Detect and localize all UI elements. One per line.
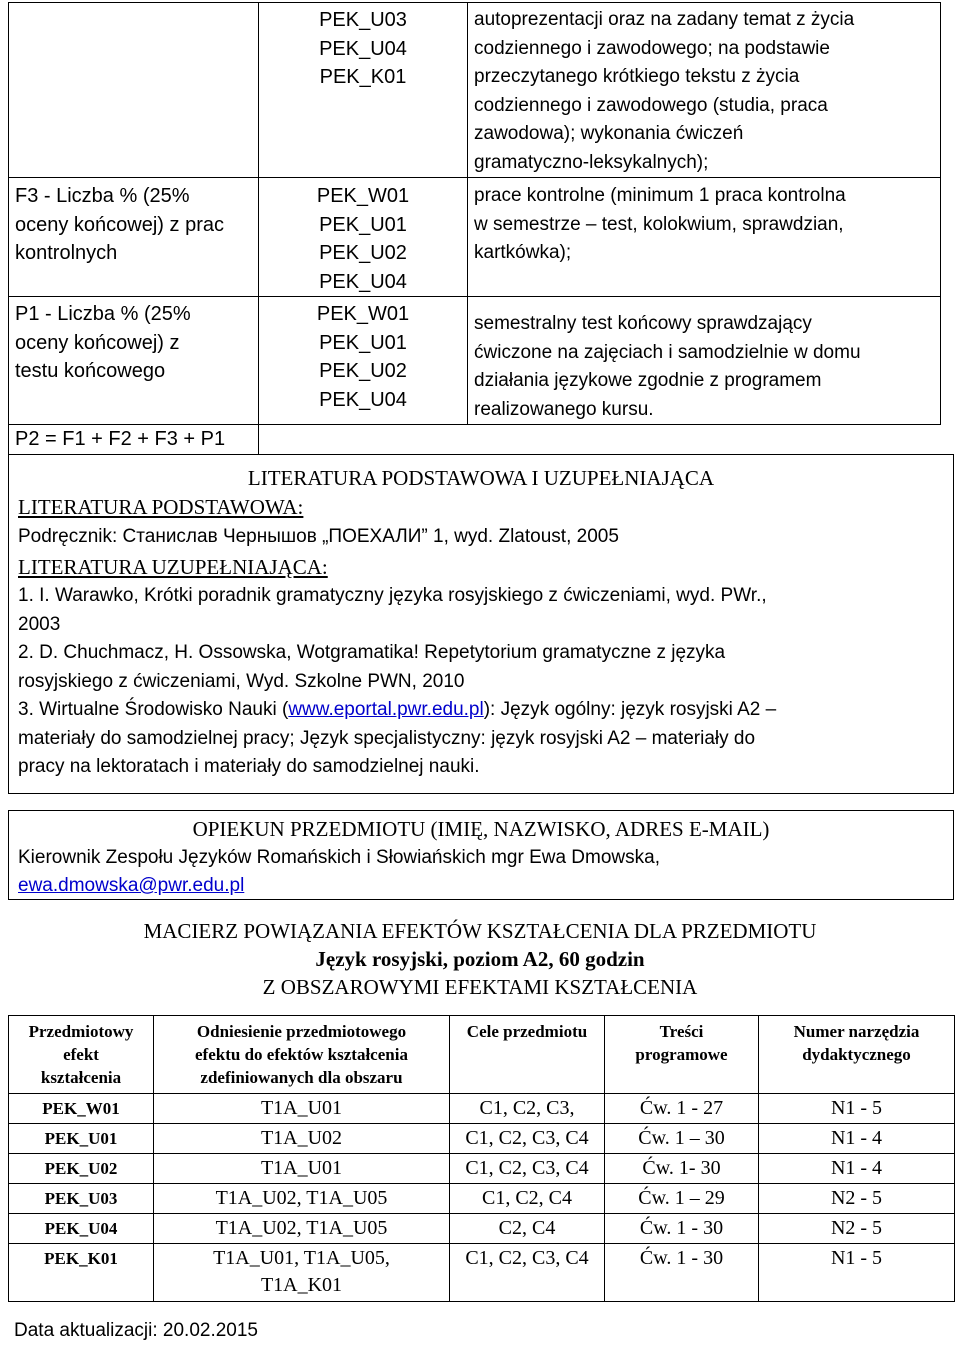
effect-code: PEK_W01 <box>316 185 410 207</box>
literature-line: pracy na lektoratach i materiały do samodzielnej nauki. <box>18 756 480 777</box>
effects-cell <box>259 178 468 297</box>
goals-cell: C2, C4 <box>450 1214 605 1244</box>
matrix-row <box>9 1184 955 1214</box>
update-date: Data aktualizacji: 20.02.2015 <box>14 1320 258 1341</box>
desc-line: autoprezentacji oraz na zadany temat z życia <box>474 9 855 30</box>
tool-cell: N2 - 5 <box>759 1214 955 1244</box>
matrix-row <box>9 1124 955 1154</box>
literature-line: 2003 <box>18 613 61 635</box>
reference-line: T1A_U01, T1A_U05, <box>213 1247 390 1269</box>
form-label-line: P1 - Liczba % (25% <box>15 303 191 325</box>
content-cell: Ćw. 1- 30 <box>605 1154 759 1184</box>
effect-code: PEK_U04 <box>319 270 407 293</box>
description-cell <box>468 3 941 178</box>
header-line: Przedmiotowy <box>28 1022 134 1041</box>
header-content <box>605 1016 759 1094</box>
effect-code: PEK_U02 <box>319 242 407 264</box>
matrix-title-line-3: Z OBSZAROWYMI EFEKTAMI KSZTAŁCENIA <box>262 975 698 999</box>
header-line: efektu do efektów kształcenia <box>195 1045 408 1064</box>
effect-code: PEK_U03 <box>9 1184 154 1214</box>
reference-cell: T1A_U01 <box>154 1154 450 1184</box>
matrix-row <box>9 1214 955 1244</box>
form-cell-empty <box>9 3 259 178</box>
goals-cell: C1, C2, C3, C4 <box>450 1124 605 1154</box>
header-line: kształcenia <box>40 1068 122 1087</box>
header-line: dydaktycznego <box>802 1045 911 1064</box>
effect-code: PEK_U01 <box>9 1124 154 1154</box>
empty-cell <box>259 425 468 455</box>
empty-cell <box>468 425 941 455</box>
desc-line: realizowanego kursu. <box>474 398 654 420</box>
literature-item-2 <box>18 639 944 696</box>
assessment-row-p1 <box>9 297 941 425</box>
tool-cell: N1 - 5 <box>759 1094 955 1124</box>
desc-line: kartkówka); <box>474 242 572 263</box>
effect-code: PEK_K01 <box>319 66 407 88</box>
reference-cell: T1A_U02 <box>154 1124 450 1154</box>
header-line: Odniesienie przedmiotowego <box>196 1022 407 1041</box>
matrix-row <box>9 1244 955 1302</box>
literature-text: 3. Wirtualne Środowisko Nauki ( <box>18 699 289 720</box>
supervisor-heading: OPIEKUN PRZEDMIOTU (IMIĘ, NAZWISKO, ADRES E-MAIL) <box>192 817 770 841</box>
desc-line: codziennego i zawodowego; na podstawie <box>474 37 830 59</box>
form-label-line: F3 - Liczba % (25% <box>15 185 190 207</box>
literature-item-1 <box>18 582 944 639</box>
assessment-row-f3 <box>9 178 941 297</box>
effect-code: PEK_W01 <box>316 303 410 325</box>
goals-cell: C1, C2, C3, C4 <box>450 1154 605 1184</box>
desc-line: zawodowa); wykonania ćwiczeń <box>474 123 744 144</box>
effect-code: PEK_K01 <box>9 1244 154 1302</box>
matrix-row <box>9 1094 955 1124</box>
header-line: zdefiniowanych dla obszaru <box>200 1068 403 1087</box>
literature-box <box>8 454 954 794</box>
effects-cell <box>259 3 468 178</box>
desc-line: codziennego i zawodowego (studia, praca <box>474 94 828 116</box>
description-cell <box>468 297 941 425</box>
form-cell-f3 <box>9 178 259 297</box>
basic-literature-item: Podręcznik: Станислав Чернышов „ПОЕХАЛИ” 1, wyd. Zlatoust, 2005 <box>18 526 619 547</box>
desc-line: ćwiczone na zajęciach i samodzielnie w domu <box>474 341 861 363</box>
desc-line: działania językowe zgodnie z programem <box>474 370 822 391</box>
header-line: Cele przedmiotu <box>466 1022 588 1041</box>
reference-cell: T1A_U01 <box>154 1094 450 1124</box>
reference-cell: T1A_U02, T1A_U05 <box>154 1184 450 1214</box>
effect-code: PEK_U04 <box>319 37 407 60</box>
supervisor-box <box>8 810 954 900</box>
literature-line: 2. D. Chuchmacz, H. Ossowska, Wotgramatika! Repetytorium gramatyczne z języka <box>18 642 726 663</box>
tool-cell: N1 - 4 <box>759 1124 955 1154</box>
goals-cell: C1, C2, C3, C4 <box>450 1244 605 1302</box>
desc-line: prace kontrolne (minimum 1 praca kontrolna <box>474 185 846 206</box>
header-goals <box>450 1016 605 1094</box>
assessment-table <box>8 2 941 455</box>
effect-code: PEK_U03 <box>319 9 407 31</box>
description-cell <box>468 178 941 297</box>
desc-line: przeczytanego krótkiego tekstu z życia <box>474 66 800 87</box>
tool-cell: N2 - 5 <box>759 1184 955 1214</box>
content-cell: Ćw. 1 - 30 <box>605 1214 759 1244</box>
header-line: Treści <box>659 1022 704 1041</box>
form-cell-p1 <box>9 297 259 425</box>
header-reference <box>154 1016 450 1094</box>
matrix-title-line-2: Język rosyjski, poziom A2, 60 godzin <box>315 947 645 971</box>
form-label-line: testu końcowego <box>15 360 166 382</box>
content-cell: Ćw. 1 – 29 <box>605 1184 759 1214</box>
content-cell: Ćw. 1 – 30 <box>605 1124 759 1154</box>
literature-line: materiały do samodzielnej pracy; Język specjalistyczny: język rosyjski A2 – materiały do <box>18 727 756 749</box>
effect-code: PEK_W01 <box>9 1094 154 1124</box>
matrix-header-row <box>9 1016 955 1094</box>
header-effect <box>9 1016 154 1094</box>
content-cell: Ćw. 1 - 30 <box>605 1244 759 1302</box>
reference-cell: T1A_U02, T1A_U05 <box>154 1214 450 1244</box>
effect-code: PEK_U04 <box>319 388 407 411</box>
literature-heading: LITERATURA PODSTAWOWA I UZUPEŁNIAJĄCA <box>247 466 715 490</box>
goals-cell: C1, C2, C3, <box>450 1094 605 1124</box>
reference-line: T1A_K01 <box>260 1274 343 1296</box>
effect-code: PEK_U02 <box>319 360 407 382</box>
basic-literature-heading: LITERATURA PODSTAWOWA: <box>18 495 304 519</box>
desc-line: semestralny test końcowy sprawdzający <box>474 313 812 334</box>
form-label-line: oceny końcowej) z prac <box>15 213 224 236</box>
matrix-title <box>0 917 960 1001</box>
tool-cell: N1 - 5 <box>759 1244 955 1302</box>
matrix-table <box>8 1015 955 1302</box>
header-line: efekt <box>63 1045 99 1064</box>
assessment-row-top <box>9 3 941 178</box>
form-label-line: kontrolnych <box>15 242 118 264</box>
goals-cell: C1, C2, C4 <box>450 1184 605 1214</box>
content-cell: Ćw. 1 - 27 <box>605 1094 759 1124</box>
effects-cell <box>259 297 468 425</box>
desc-line: gramatyczno-leksykalnych); <box>474 151 709 173</box>
effect-code: PEK_U02 <box>9 1154 154 1184</box>
matrix-row <box>9 1154 955 1184</box>
reference-cell <box>154 1244 450 1302</box>
assessment-row-p2 <box>9 425 941 455</box>
effect-code: PEK_U01 <box>319 213 407 236</box>
matrix-title-line-1: MACIERZ POWIĄZANIA EFEKTÓW KSZTAŁCENIA DLA PRZEDMIOTU <box>143 919 817 943</box>
supervisor-line: Kierownik Zespołu Języków Romańskich i Słowiańskich mgr Ewa Dmowska, <box>18 847 660 868</box>
literature-line <box>18 696 944 725</box>
form-label-line: oceny końcowej) z <box>15 331 180 354</box>
eportal-link[interactable]: www.eportal.pwr.edu.pl <box>288 699 484 720</box>
literature-line: 1. I. Warawko, Krótki poradnik gramatyczny języka rosyjskiego z ćwiczeniami, wyd. PWr., <box>18 585 767 606</box>
supervisor-email-link[interactable]: ewa.dmowska@pwr.edu.pl <box>18 875 245 896</box>
header-tool <box>759 1016 955 1094</box>
literature-line: rosyjskiego z ćwiczeniami, Wyd. Szkolne PWN, 2010 <box>18 670 465 692</box>
literature-text: ): Język ogólny: język rosyjski A2 – <box>483 699 777 720</box>
tool-cell: N1 - 4 <box>759 1154 955 1184</box>
effect-code: PEK_U01 <box>319 331 407 354</box>
supplementary-literature-heading: LITERATURA UZUPEŁNIAJĄCA: <box>18 555 328 579</box>
p2-formula: P2 = F1 + F2 + F3 + P1 <box>9 425 259 455</box>
literature-item-3 <box>18 696 944 782</box>
header-line: programowe <box>635 1045 728 1064</box>
desc-line: w semestrze – test, kolokwium, sprawdzian, <box>474 213 844 235</box>
effect-code: PEK_U04 <box>9 1214 154 1244</box>
header-line: Numer narzędzia <box>793 1022 920 1041</box>
